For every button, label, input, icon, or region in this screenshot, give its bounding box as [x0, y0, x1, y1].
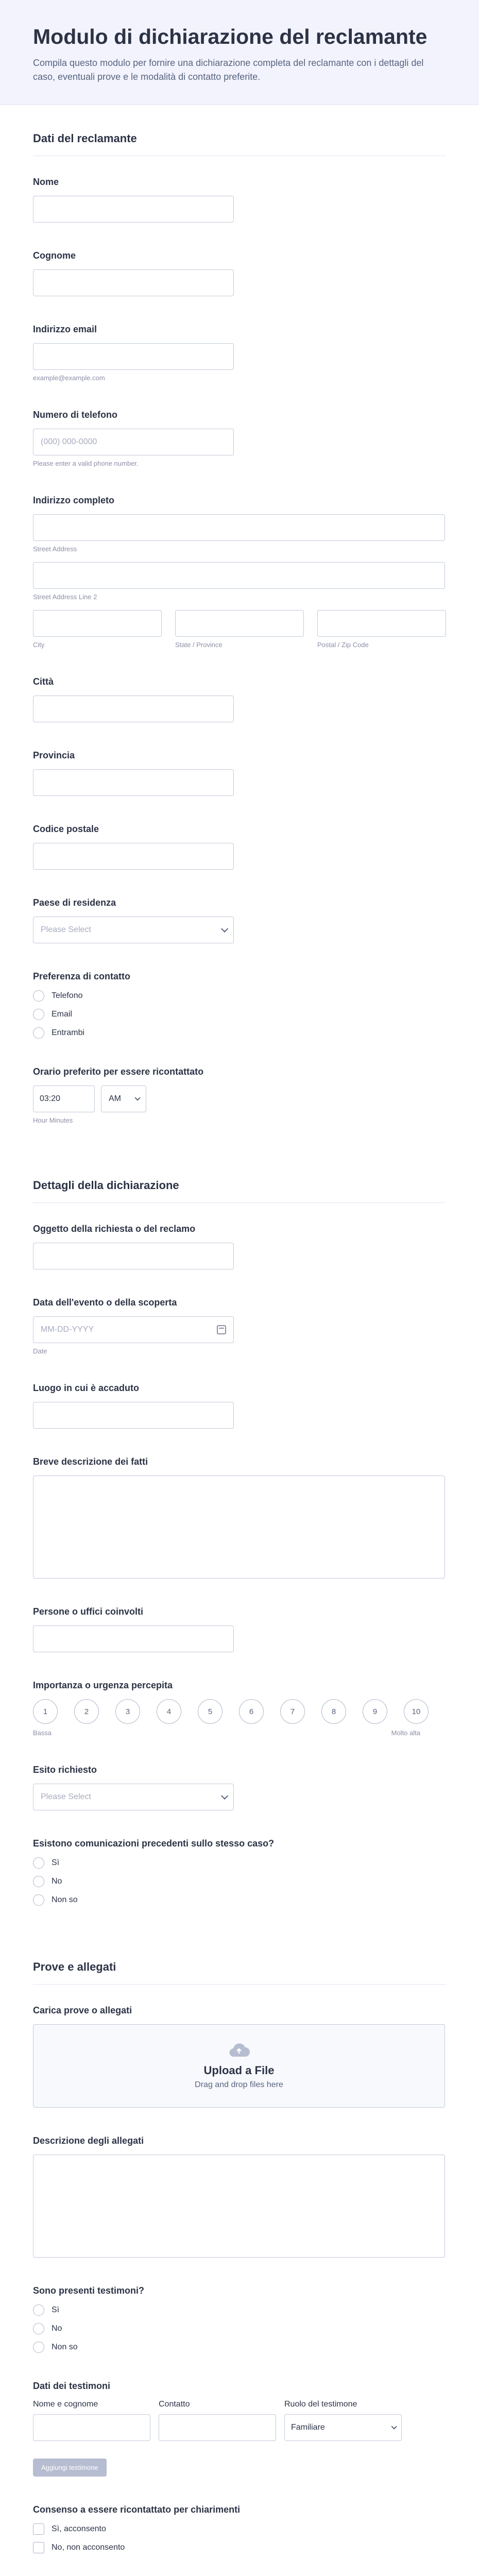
cognome-input[interactable]	[33, 269, 234, 296]
consenso-question	[33, 2504, 446, 2553]
column-header: Contatto	[159, 2400, 190, 2409]
section-claimant	[0, 105, 479, 1124]
consenso-label: Consenso a essere ricontattato per chiarimenti	[33, 2504, 241, 2515]
radio-button[interactable]	[33, 2304, 44, 2316]
persone-input[interactable]	[33, 1625, 234, 1652]
urgenza-question	[33, 1680, 446, 1737]
chevron-down-icon	[221, 925, 228, 933]
scale-option[interactable]: 10	[404, 1699, 429, 1724]
option-label: Entrambi	[52, 1028, 85, 1038]
street2-input[interactable]	[33, 562, 445, 589]
contact-pref-question	[33, 971, 446, 1039]
time-input[interactable]: 03:20	[33, 1086, 95, 1112]
option-label: No, non acconsento	[52, 2543, 125, 2552]
witness-table-row	[33, 2414, 446, 2441]
option-label: Non so	[52, 1895, 78, 1905]
witness-table-label: Dati dei testimoni	[33, 2381, 111, 2392]
option-label: Telefono	[52, 991, 83, 1001]
scale-option[interactable]: 2	[74, 1699, 99, 1724]
address-label: Indirizzo completo	[33, 495, 115, 506]
testimoni-label: Sono presenti testimoni?	[33, 2285, 145, 2296]
street-input[interactable]	[33, 514, 445, 541]
nome-question	[33, 177, 446, 223]
esito-select-value: Please Select	[41, 1792, 91, 1802]
descrizione-label: Breve descrizione dei fatti	[33, 1456, 148, 1467]
city-sublabel: City	[33, 641, 45, 649]
testimoni-option[interactable]	[33, 2323, 446, 2334]
comunicazioni-question	[33, 1838, 446, 1906]
checkbox[interactable]	[33, 2542, 44, 2553]
time-sublabel: Hour Minutes	[33, 1116, 73, 1125]
phone-sublabel: Please enter a valid phone number.	[33, 460, 139, 468]
city-col	[33, 610, 162, 649]
paese-question	[33, 897, 446, 943]
oggetto-label: Oggetto della richiesta o del reclamo	[33, 1224, 196, 1234]
witness-contact-input[interactable]	[159, 2414, 276, 2441]
esito-select[interactable]	[33, 1784, 234, 1810]
section-title: Prove e allegati	[33, 1934, 446, 1985]
phone-label: Numero di telefono	[33, 410, 118, 420]
persone-question	[33, 1606, 446, 1652]
contact-pref-option[interactable]	[33, 1009, 446, 1020]
witness-table-header	[33, 2400, 446, 2409]
email-sublabel: example@example.com	[33, 374, 105, 382]
date-question	[33, 1297, 446, 1355]
paese-select-value: Please Select	[41, 925, 91, 935]
comunicazioni-label: Esistono comunicazioni precedenti sullo stesso caso?	[33, 1838, 275, 1849]
comunicazioni-option[interactable]	[33, 1894, 446, 1906]
chevron-down-icon	[391, 2424, 397, 2429]
ampm-select[interactable]	[101, 1086, 146, 1112]
section-details	[0, 1152, 479, 1906]
form-subtitle: Compila questo modulo per fornire una dichiarazione completa del reclamante con i dettagli del caso, eventuali prove e le modalità di contatto preferite.	[33, 58, 424, 82]
luogo-input[interactable]	[33, 1402, 234, 1429]
desc-allegati-textarea[interactable]	[33, 2155, 445, 2258]
form-title: Modulo di dichiarazione del reclamante	[33, 25, 427, 48]
consenso-option[interactable]	[33, 2542, 446, 2553]
file-upload-dropzone[interactable]	[33, 2024, 445, 2108]
address-question	[33, 495, 446, 649]
scale-option[interactable]: 9	[363, 1699, 387, 1724]
scale-high-label: Molto alta	[391, 1729, 420, 1737]
date-input[interactable]	[33, 1316, 234, 1343]
option-label: No	[52, 2324, 62, 2333]
witness-table-question	[33, 2381, 446, 2477]
witness-role-select[interactable]	[284, 2414, 402, 2441]
date-label: Data dell'evento o della scoperta	[33, 1297, 177, 1308]
cognome-question	[33, 250, 446, 296]
upload-title: Upload a File	[203, 2064, 275, 2077]
radio-button[interactable]	[33, 990, 44, 1002]
state-input[interactable]	[175, 610, 304, 637]
cap-label: Codice postale	[33, 824, 99, 835]
testimoni-question	[33, 2285, 446, 2353]
provincia-question	[33, 750, 446, 796]
nome-label: Nome	[33, 177, 59, 188]
checkbox[interactable]	[33, 2523, 44, 2535]
radio-button[interactable]	[33, 1027, 44, 1039]
postal-sublabel: Postal / Zip Code	[317, 641, 369, 649]
section-title: Dati del reclamante	[33, 105, 446, 156]
email-question	[33, 324, 446, 382]
street-sublabel: Street Address	[33, 545, 77, 553]
section-evidence	[0, 1934, 479, 2553]
street2-sublabel: Street Address Line 2	[33, 593, 97, 601]
scale-option[interactable]: 8	[321, 1699, 346, 1724]
testimoni-option[interactable]	[33, 2304, 446, 2316]
chevron-down-icon	[134, 1095, 140, 1100]
provincia-input[interactable]	[33, 769, 234, 796]
scale-option[interactable]: 7	[280, 1699, 305, 1724]
date-sublabel: Date	[33, 1347, 47, 1355]
upload-label: Carica prove o allegati	[33, 2005, 132, 2016]
witness-role-value: Familiare	[291, 2423, 325, 2432]
scale-option[interactable]: 3	[115, 1699, 140, 1724]
chevron-down-icon	[221, 1792, 228, 1800]
descrizione-textarea[interactable]	[33, 1476, 445, 1579]
state-sublabel: State / Province	[175, 641, 223, 649]
email-label: Indirizzo email	[33, 324, 97, 335]
option-label: Email	[52, 1010, 73, 1019]
section-title: Dettagli della dichiarazione	[33, 1152, 446, 1203]
address-row	[33, 610, 446, 649]
option-label: Sì	[52, 2306, 60, 2315]
radio-button[interactable]	[33, 2323, 44, 2334]
luogo-question	[33, 1383, 446, 1429]
postal-col	[317, 610, 446, 649]
upload-question	[33, 2005, 446, 2108]
scale-option[interactable]: 5	[198, 1699, 223, 1724]
option-label: Sì, acconsento	[52, 2524, 106, 2534]
luogo-label: Luogo in cui è accaduto	[33, 1383, 140, 1394]
scale-option[interactable]: 1	[33, 1699, 58, 1724]
nome-input[interactable]	[33, 196, 234, 223]
time-label: Orario preferito per essere ricontattato	[33, 1066, 204, 1077]
scale-option[interactable]: 6	[239, 1699, 264, 1724]
scale-labels	[33, 1729, 420, 1737]
radio-button[interactable]	[33, 1009, 44, 1020]
oggetto-input[interactable]	[33, 1243, 234, 1269]
citta-label: Città	[33, 676, 54, 687]
city-input[interactable]	[33, 610, 162, 637]
cap-input[interactable]	[33, 843, 234, 870]
urgenza-label: Importanza o urgenza percepita	[33, 1680, 173, 1691]
cap-question	[33, 824, 446, 870]
provincia-label: Provincia	[33, 750, 75, 761]
witness-name-input[interactable]	[33, 2414, 150, 2441]
testimoni-option[interactable]	[33, 2342, 446, 2353]
citta-input[interactable]	[33, 696, 234, 722]
esito-label: Esito richiesto	[33, 1765, 97, 1775]
urgency-scale	[33, 1699, 446, 1724]
scale-low-label: Bassa	[33, 1729, 52, 1737]
paese-label: Paese di residenza	[33, 897, 116, 908]
comunicazioni-option[interactable]	[33, 1857, 446, 1869]
consenso-option[interactable]	[33, 2523, 446, 2535]
cloud-upload-icon	[228, 2042, 250, 2058]
ampm-value: AM	[109, 1094, 121, 1104]
postal-input[interactable]	[317, 610, 446, 637]
state-col	[175, 610, 304, 649]
contact-pref-option[interactable]	[33, 990, 446, 1002]
date-placeholder: MM-DD-YYYY	[41, 1325, 94, 1334]
column-header: Nome e cognome	[33, 2400, 98, 2409]
add-witness-button[interactable]: Aggiungi testimone	[33, 2459, 107, 2477]
option-label: Sì	[52, 1858, 60, 1868]
oggetto-question	[33, 1224, 446, 1269]
radio-button[interactable]	[33, 2342, 44, 2353]
upload-subtitle: Drag and drop files here	[195, 2080, 283, 2090]
persone-label: Persone o uffici coinvolti	[33, 1606, 144, 1617]
option-label: No	[52, 1877, 62, 1886]
desc-allegati-label: Descrizione degli allegati	[33, 2136, 144, 2146]
desc-allegati-question	[33, 2136, 446, 2258]
email-input[interactable]	[33, 343, 234, 370]
column-header: Ruolo del testimone	[284, 2400, 357, 2409]
phone-input[interactable]: (000) 000-0000	[33, 429, 234, 455]
scale-option[interactable]: 4	[157, 1699, 181, 1724]
cognome-label: Cognome	[33, 250, 76, 261]
time-question	[33, 1066, 446, 1124]
paese-select[interactable]	[33, 917, 234, 943]
calendar-icon[interactable]	[217, 1325, 226, 1334]
time-row	[33, 1086, 446, 1112]
radio-button[interactable]	[33, 1857, 44, 1869]
option-label: Non so	[52, 2343, 78, 2352]
contact-pref-label: Preferenza di contatto	[33, 971, 131, 982]
radio-button[interactable]	[33, 1876, 44, 1887]
radio-button[interactable]	[33, 1894, 44, 1906]
comunicazioni-option[interactable]	[33, 1876, 446, 1887]
phone-question	[33, 410, 446, 467]
esito-question	[33, 1765, 446, 1810]
descrizione-question	[33, 1456, 446, 1579]
form-header	[0, 0, 479, 105]
citta-question	[33, 676, 446, 722]
contact-pref-option[interactable]	[33, 1027, 446, 1039]
